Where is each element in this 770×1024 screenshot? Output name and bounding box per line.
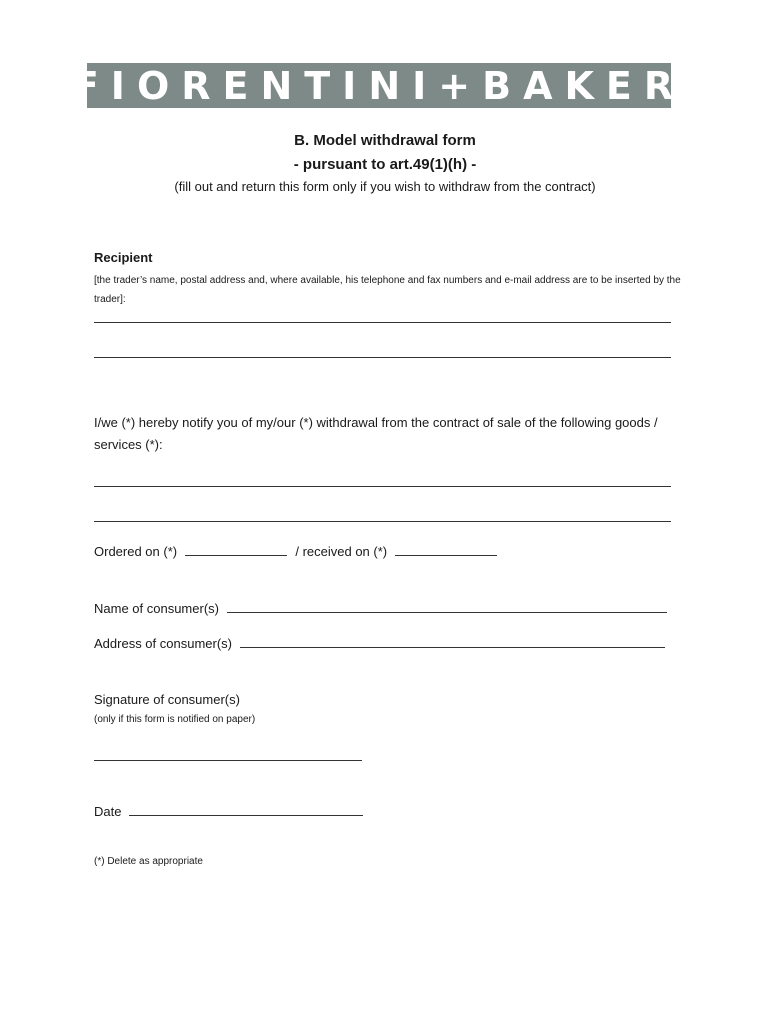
date-row: [94, 803, 363, 819]
withdrawal-notice: I/we (*) hereby notify you of my/our (*) withdrawal from the contract of sale of the following goods / services (*):: [94, 415, 658, 452]
consumer-address-label: Address of consumer(s): [94, 636, 232, 651]
company-logo: FIORENTINI+BAKER: [72, 63, 686, 108]
received-on-field[interactable]: [395, 543, 497, 556]
recipient-line-2[interactable]: [94, 357, 671, 358]
signature-label: Signature of consumer(s): [94, 692, 240, 707]
footnote: (*) Delete as appropriate: [94, 856, 203, 867]
consumer-address-field[interactable]: [240, 635, 665, 648]
form-subtitle: - pursuant to art.49(1)(h) -: [293, 156, 477, 173]
goods-line-1[interactable]: [94, 486, 671, 487]
consumer-name-label: Name of consumer(s): [94, 601, 219, 616]
recipient-hint: [the trader’s name, postal address and, where available, his telephone and fax numbers and e-mail address are to be inserted by the trader]:: [94, 275, 681, 305]
ordered-on-label: Ordered on (*): [94, 544, 178, 559]
signature-line[interactable]: [94, 760, 362, 761]
form-instructions: (fill out and return this form only if you wish to withdraw from the contract): [174, 179, 596, 194]
received-on-label: / received on (*): [295, 544, 388, 559]
signature-note: (only if this form is notified on paper): [94, 714, 256, 725]
consumer-address-row: [94, 635, 665, 651]
recipient-label: Recipient: [94, 250, 153, 265]
date-field[interactable]: [129, 803, 363, 816]
consumer-name-field[interactable]: [227, 600, 667, 613]
ordered-on-row: [94, 543, 497, 559]
form-title: B. Model withdrawal form: [294, 132, 476, 149]
recipient-line-1[interactable]: [94, 322, 671, 323]
goods-line-2[interactable]: [94, 521, 671, 522]
consumer-name-row: [94, 600, 667, 616]
date-label: Date: [94, 804, 122, 819]
ordered-on-field[interactable]: [185, 543, 287, 556]
